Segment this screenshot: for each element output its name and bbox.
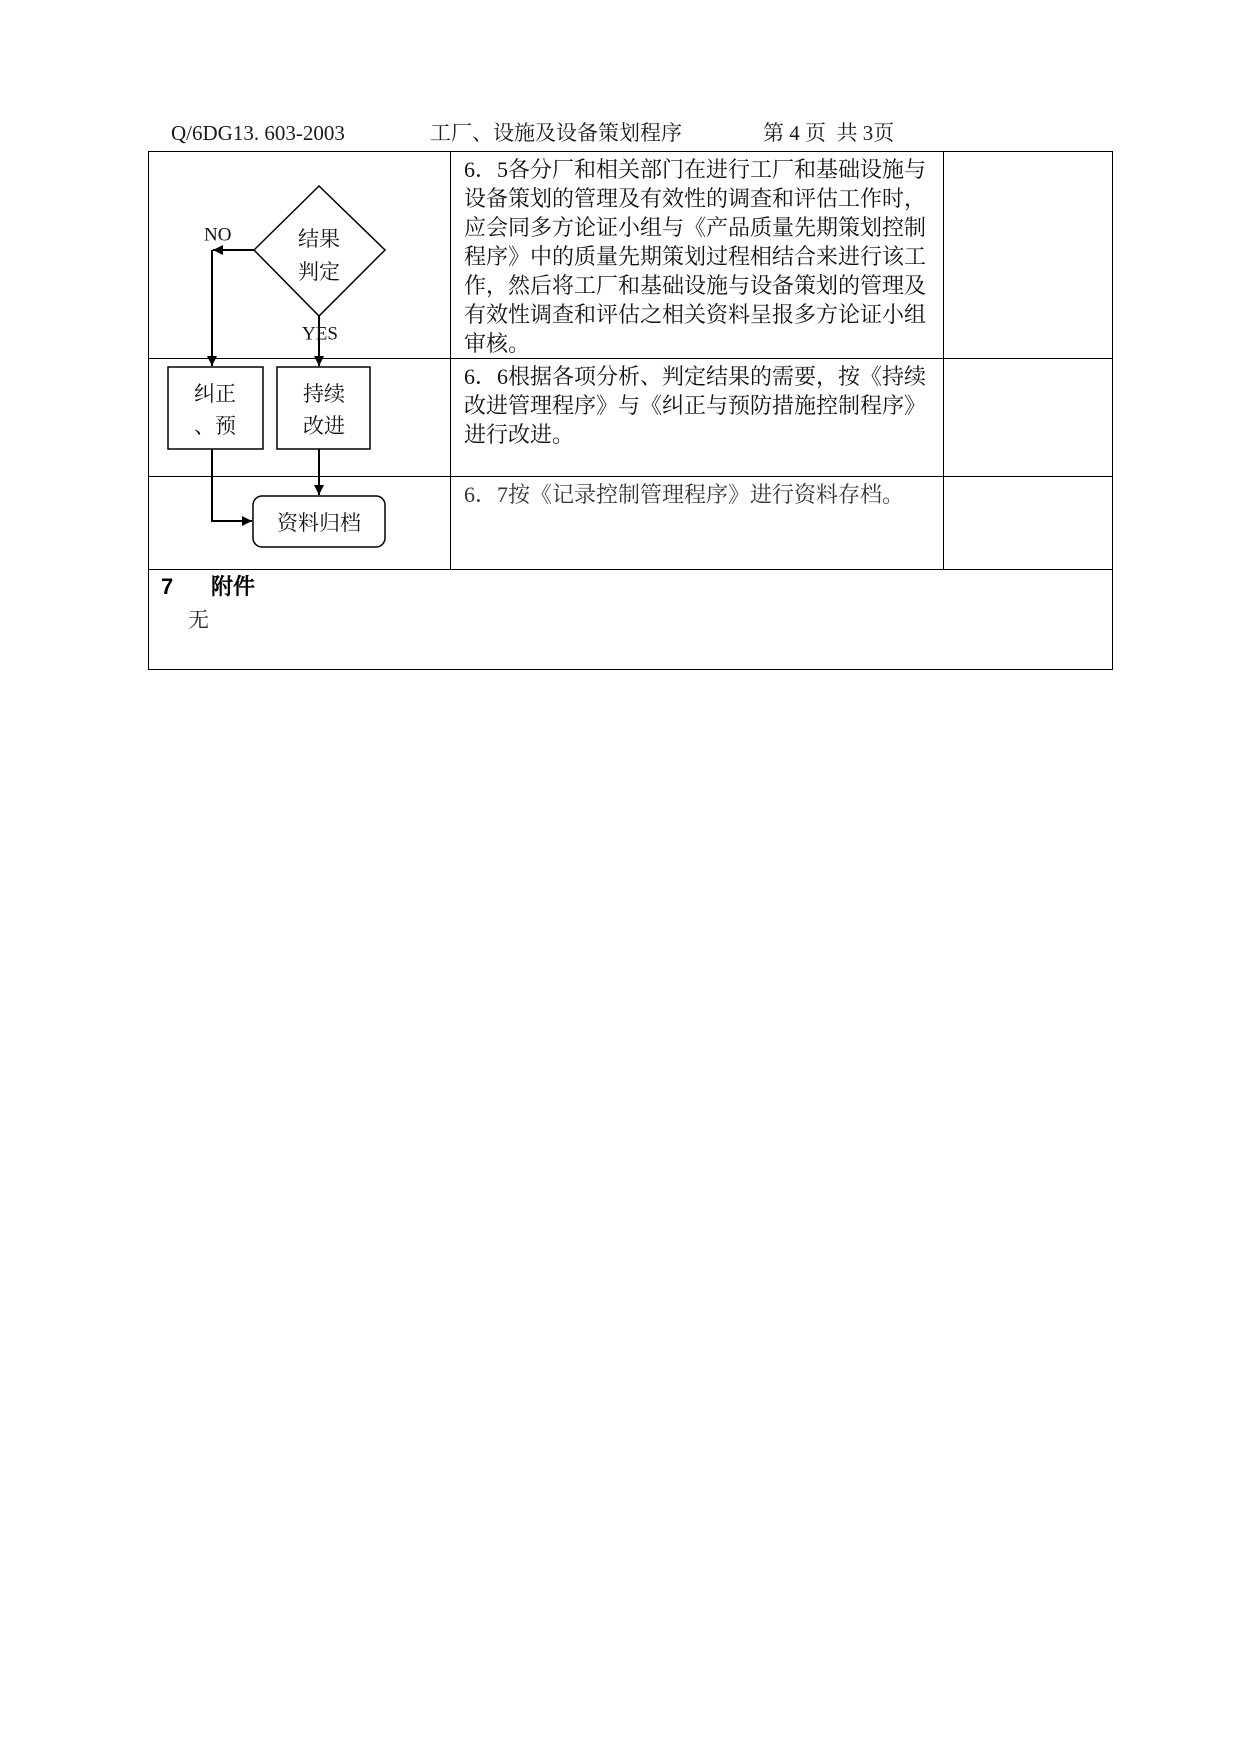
step-text-line: 有效性调查和评估之相关资料呈报多方论证小组 xyxy=(464,302,927,327)
step-6-7-cell xyxy=(450,476,944,570)
appendix-content: 无 xyxy=(188,608,209,632)
step-text-line: 6．6根据各项分析、判定结果的需要，按《持续 xyxy=(464,364,927,389)
step-text-line: 审核。 xyxy=(464,331,531,356)
corrective-to-archive-arrow xyxy=(212,449,252,521)
step-text-line: 6．7按《记录控制管理程序》进行资料存档。 xyxy=(464,482,905,507)
step-6-6-cell xyxy=(450,358,944,477)
responsibility-cell-empty xyxy=(943,476,1113,570)
page-number: 第 4 页 共 3页 xyxy=(763,121,895,145)
appendix-heading: 附件 xyxy=(211,574,256,599)
appendix-number: 7 xyxy=(161,574,174,599)
step-text-line: 6．5各分厂和相关部门在进行工厂和基础设施与 xyxy=(464,157,927,182)
step-text-line: 改进管理程序》与《纠正与预防措施控制程序》 xyxy=(464,393,927,418)
yes-branch-label: YES xyxy=(302,323,338,345)
responsibility-cell-empty xyxy=(943,358,1113,477)
step-text-line: 进行改进。 xyxy=(464,422,575,447)
archive-box-label: 资料归档 xyxy=(277,511,361,535)
step-6-5-cell xyxy=(450,151,944,359)
no-branch-label: NO xyxy=(204,224,232,246)
corrective-box-line1: 纠正 xyxy=(194,382,236,406)
step-text-line: 作，然后将工厂和基础设施与设备策划的管理及 xyxy=(464,273,927,298)
document-title: 工厂、设施及设备策划程序 xyxy=(430,121,682,145)
appendix-section xyxy=(148,569,1113,670)
improvement-box-line2: 改进 xyxy=(303,414,345,438)
step-text-line: 程序》中的质量先期策划过程相结合来进行该工 xyxy=(464,244,927,269)
step-text-line: 设备策划的管理及有效性的调查和评估工作时， xyxy=(464,186,927,211)
step-text-line: 应会同多方论证小组与《产品质量先期策划控制 xyxy=(464,215,927,240)
responsibility-cell-empty xyxy=(943,151,1113,359)
decision-diamond xyxy=(254,186,385,316)
corrective-box-line2: 、预 xyxy=(194,414,236,438)
process-flowchart xyxy=(148,151,450,569)
document-code: Q/6DG13. 603-2003 xyxy=(171,121,345,145)
improvement-box-line1: 持续 xyxy=(303,382,345,406)
decision-label-line1: 结果 xyxy=(298,227,340,251)
decision-label-line2: 判定 xyxy=(298,260,340,284)
